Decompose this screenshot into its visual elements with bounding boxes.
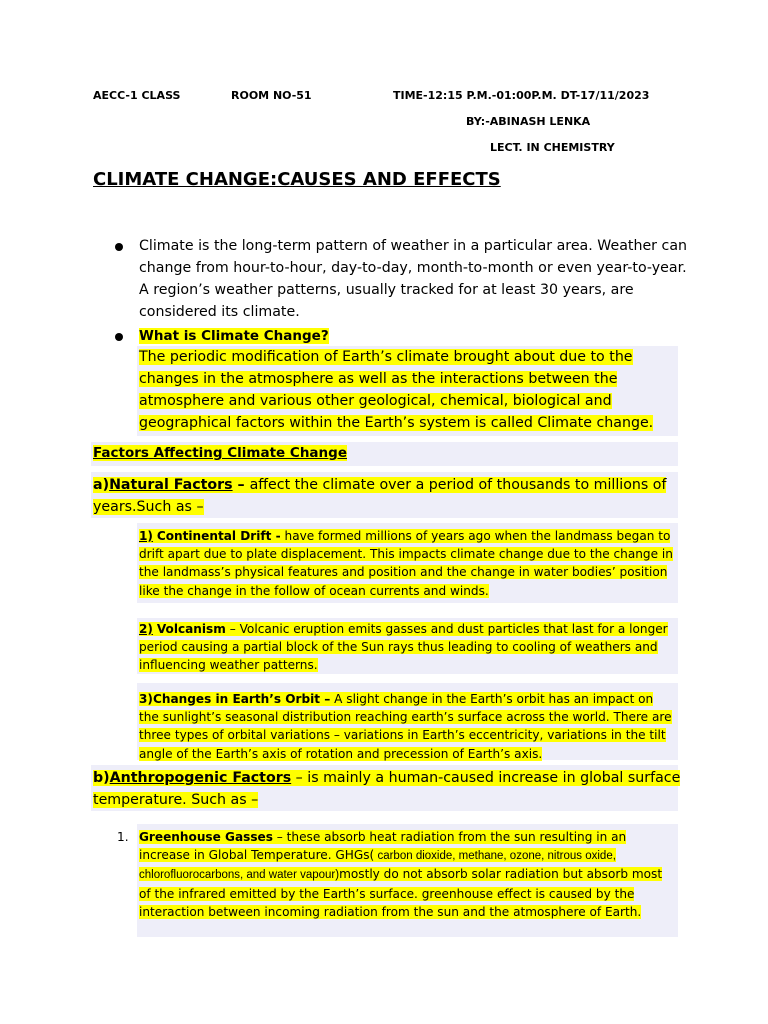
natural-factors-paragraph: [93, 474, 683, 518]
natural-label: Natural Factors: [109, 477, 233, 493]
item-number: 2): [139, 622, 153, 636]
time-date-label: TIME-12:15 P.M.-01:00P.M. DT-17/11/2023: [393, 89, 650, 102]
definition-text: The periodic modification of Earth’s climate brought about due to the changes in the atmosphere as well as the interactions between the atmosphere and various other geological, chemical, biological and geographical factors within the Earth’s system is called Climate change.: [139, 349, 654, 431]
what-is-climate-change-heading: What is Climate Change?: [139, 328, 329, 344]
bullet-icon: [115, 243, 123, 251]
item-title: Changes in Earth’s Orbit –: [152, 692, 331, 706]
volcanism-item: [139, 620, 675, 675]
anthropogenic-text: – is mainly a human-caused increase in global surface temperature. Such as –: [93, 770, 681, 808]
natural-prefix: a): [93, 477, 110, 493]
factors-heading-text: Factors Affecting Climate Change: [93, 445, 347, 461]
intro-text: Climate is the long-term pattern of weather in a particular area. Weather can change from hour-to-hour, day-to-day, month-to-month or even year-to-year. A region’s weather patterns, usually tracked for at least 30 years, are considered its climate.: [139, 238, 688, 320]
item-number: 3): [139, 692, 153, 706]
item-text: A slight change in the Earth’s orbit has an impact on the sunlight’s seasonal distribution reaching earth’s surface across the world. There are three types of orbital variations – variations in Earth’s eccentricity, variations in the tilt angle of the Earth’s axis of rotation and precession of Earth’s axis.: [139, 692, 672, 761]
factors-heading: [93, 445, 347, 461]
item-text: have formed millions of years ago when the landmass began to drift apart due to plate displacement. This impacts climate change due to the change in the landmass’s physical features and position and the change in water bodies’ position like the change in the follow of ocean currents and winds.: [139, 529, 673, 598]
page-title: CLIMATE CHANGE:CAUSES AND EFFECTS: [93, 169, 501, 190]
natural-text: affect the climate over a period of thousands to millions of years.Such as –: [93, 477, 667, 515]
continental-drift-item: [139, 527, 675, 600]
natural-dash: –: [232, 477, 250, 493]
orbit-changes-item: [139, 690, 675, 763]
anthropogenic-label: Anthropogenic Factors: [109, 770, 292, 786]
definition-paragraph: [139, 346, 669, 434]
author-byline: BY:-ABINASH LENKA: [466, 115, 591, 128]
item-text-b: carbon dioxide, methane, ozone, nitrous oxide, chlorofluorocarbons, and water vapour): [139, 850, 616, 882]
bullet-icon: [115, 333, 123, 341]
author-designation: LECT. IN CHEMISTRY: [490, 141, 615, 154]
item-text-c: mostly do not absorb solar radiation but absorb most of the infrared emitted by the Earth’s surface. greenhouse effect is caused by the interaction between incoming radiation from the sun and the atmosphere of Earth.: [139, 867, 663, 919]
anthropogenic-prefix: b): [93, 770, 110, 786]
room-label: ROOM NO-51: [231, 89, 312, 102]
greenhouse-gasses-item: [139, 828, 675, 921]
item-title: Continental Drift -: [156, 529, 281, 543]
item-text-a: – these absorb heat radiation from the sun resulting in an increase in Global Temperature. GHGs(: [139, 830, 627, 863]
ghg-number: 1.: [117, 830, 129, 844]
item-title: Volcanism: [156, 622, 226, 636]
anthropogenic-factors-paragraph: [93, 767, 683, 811]
item-title: Greenhouse Gasses: [139, 830, 273, 844]
item-number: 1): [139, 529, 153, 543]
intro-bullet-2: [115, 325, 690, 347]
item-text: – Volcanic eruption emits gasses and dust particles that last for a longer period causing a partial block of the Sun rays thus leading to cooling of weathers and influencing weather patterns.: [139, 622, 668, 673]
intro-bullet-1: [115, 235, 690, 323]
class-label: AECC-1 CLASS: [93, 89, 181, 102]
